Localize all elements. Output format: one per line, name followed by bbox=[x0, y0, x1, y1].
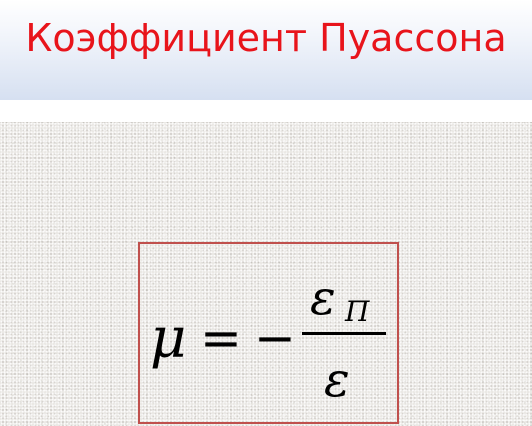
formula-numerator-subscript: П bbox=[345, 295, 370, 328]
formula-equals: = bbox=[200, 309, 242, 367]
formula-numerator-epsilon: ε bbox=[310, 270, 336, 326]
fraction-bar bbox=[302, 332, 386, 335]
formula-mu: μ bbox=[150, 306, 187, 371]
poisson-formula bbox=[140, 244, 397, 422]
slide-title: Коэффициент Пуассона bbox=[25, 16, 507, 60]
formula-denominator-epsilon: ε bbox=[324, 352, 350, 408]
poisson-formula-box bbox=[138, 242, 399, 424]
title-separator bbox=[0, 100, 532, 122]
formula-minus: − bbox=[254, 309, 296, 367]
